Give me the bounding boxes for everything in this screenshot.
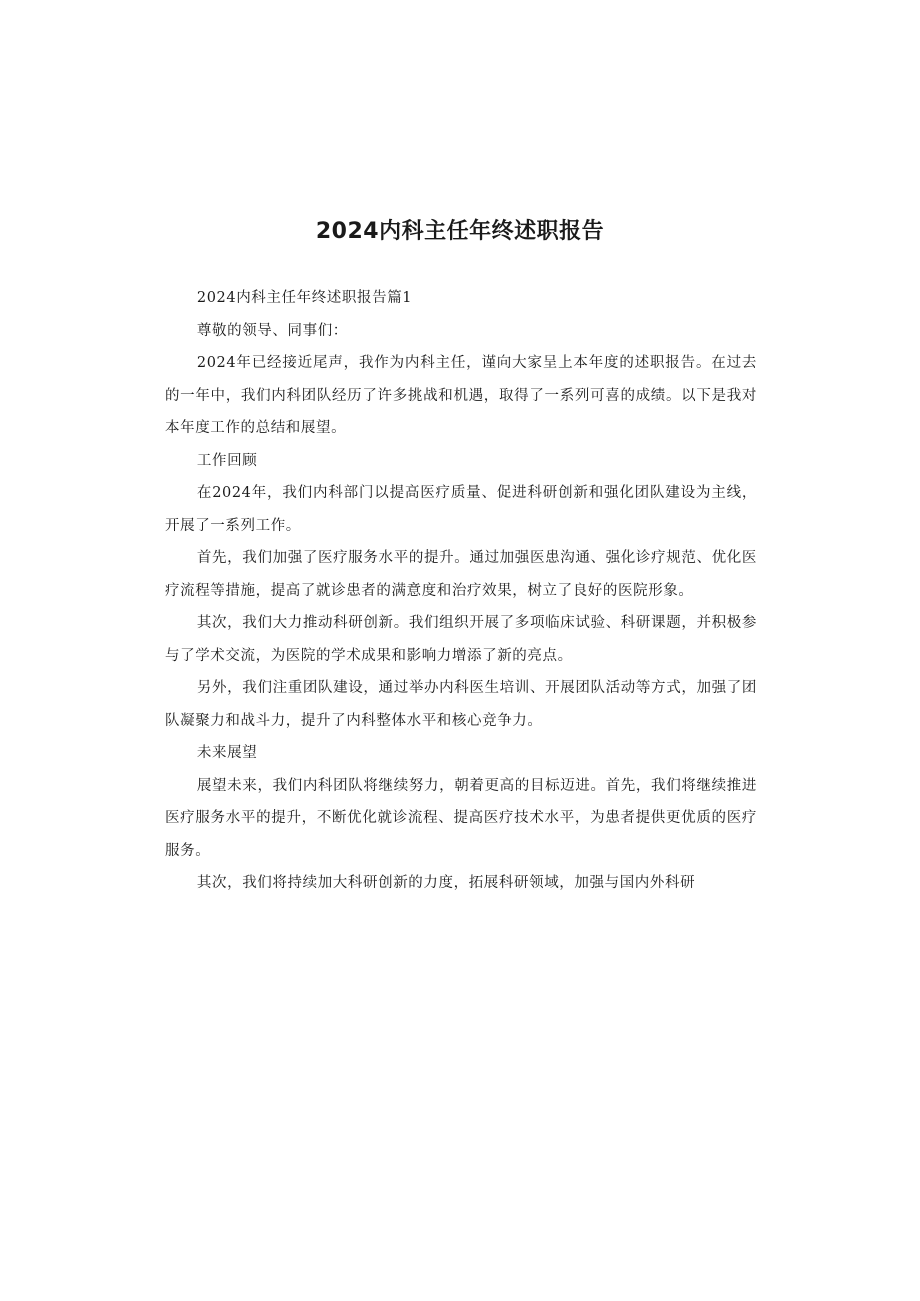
paragraph: 另外，我们注重团队建设，通过举办内科医生培训、开展团队活动等方式，加强了团队凝聚力和战斗力，提升了内科整体水平和核心竞争力。 [165,680,757,729]
paragraph: 其次，我们将持续加大科研创新的力度，拓展科研领域，加强与国内外科研 [196,875,696,891]
report-subtitle: 2024内科主任年终述职报告篇1 [196,290,413,306]
salutation: 尊敬的领导、同事们： [196,322,348,339]
paragraph: 在2024年，我们内科部门以提高医疗质量、促进科研创新和强化团队建设为主线，开展了一系列工作。 [165,485,757,534]
paragraph: 首先，我们加强了医疗服务水平的提升。通过加强医患沟通、强化诊疗规范、优化医疗流程等措施，提高了就诊患者的满意度和治疗效果，树立了良好的医院形象。 [165,550,757,599]
document-body [165,282,757,900]
section-heading-work-review: 工作回顾 [196,452,258,469]
paragraph: 其次，我们大力推动科研创新。我们组织开展了多项临床试验、科研课题，并积极参与了学术交流，为医院的学术成果和影响力增添了新的亮点。 [165,615,757,664]
document-title: 2024内科主任年终述职报告 [315,219,605,244]
paragraph: 展望未来，我们内科团队将继续努力，朝着更高的目标迈进。首先，我们将继续推进医疗服务水平的提升，不断优化就诊流程、提高医疗技术水平，为患者提供更优质的医疗服务。 [165,777,757,859]
intro-paragraph: 2024年已经接近尾声，我作为内科主任，谨向大家呈上本年度的述职报告。在过去的一年中，我们内科团队经历了许多挑战和机遇，取得了一系列可喜的成绩。以下是我对本年度工作的总结和展望。 [165,355,757,436]
section-heading-outlook: 未来展望 [196,745,258,761]
